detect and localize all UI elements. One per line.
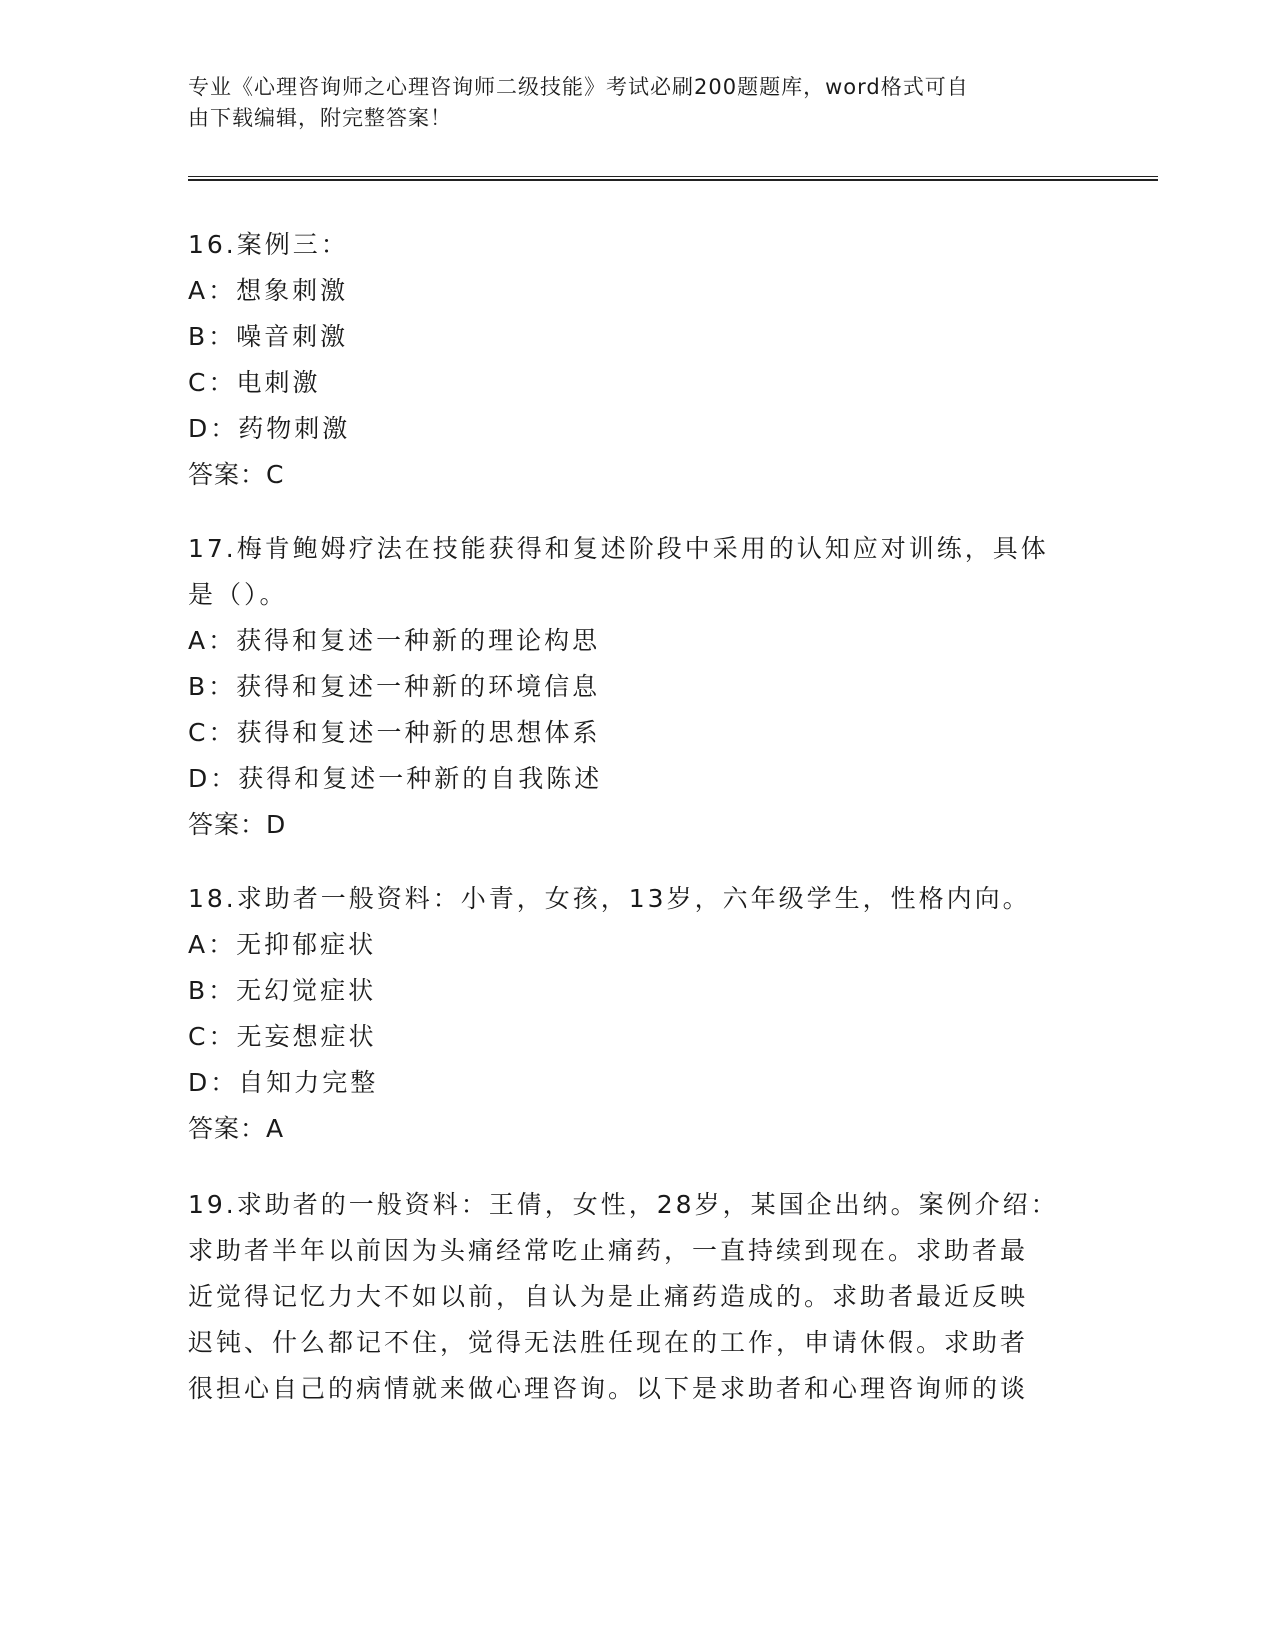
option-a: A：想象刺激	[188, 276, 349, 305]
stem-line: 18.求助者一般资料：小青，女孩，13岁，六年级学生，性格内向。	[188, 884, 1031, 913]
header-divider	[188, 176, 1158, 181]
question-18	[188, 876, 1088, 1152]
option-c: C：无妄想症状	[188, 1022, 377, 1051]
option-d: D：获得和复述一种新的自我陈述	[188, 764, 603, 793]
option-b: B：无幻觉症状	[188, 976, 377, 1005]
question-stem	[188, 222, 1088, 268]
stem-line: 很担心自己的病情就来做心理咨询。以下是求助者和心理咨询师的谈	[188, 1374, 1029, 1403]
stem-line: 求助者半年以前因为头痛经常吃止痛药，一直持续到现在。求助者最	[188, 1236, 1029, 1265]
option-a: A：无抑郁症状	[188, 930, 377, 959]
question-17	[188, 526, 1088, 848]
stem-line: 17.梅肯鲍姆疗法在技能获得和复述阶段中采用的认知应对训练，具体	[188, 534, 1049, 563]
option-d: D：自知力完整	[188, 1068, 379, 1097]
question-16	[188, 222, 1088, 498]
header-line-2: 由下载编辑，附完整答案！	[188, 106, 452, 130]
option-d: D：药物刺激	[188, 414, 351, 443]
stem-line: 是（）。	[188, 580, 288, 609]
stem-line: 19.求助者的一般资料：王倩，女性，28岁，某国企出纳。案例介绍：	[188, 1190, 1059, 1219]
question-stem	[188, 526, 1088, 618]
option-b: B：噪音刺激	[188, 322, 349, 351]
question-19	[188, 1182, 1088, 1412]
question-stem	[188, 1182, 1088, 1412]
stem-line: 16.案例三：	[188, 230, 349, 259]
option-b: B：获得和复述一种新的环境信息	[188, 672, 601, 701]
option-c: C：获得和复述一种新的思想体系	[188, 718, 601, 747]
option-a: A：获得和复述一种新的理论构思	[188, 626, 601, 655]
answer-line: 答案：D	[188, 810, 287, 839]
question-stem	[188, 876, 1088, 922]
answer-line: 答案：C	[188, 460, 285, 489]
stem-line: 迟钝、什么都记不住，觉得无法胜任现在的工作，申请休假。求助者	[188, 1328, 1029, 1357]
header-line-1: 专业《心理咨询师之心理咨询师二级技能》考试必刷200题题库，word格式可自	[188, 75, 969, 99]
stem-line: 近觉得记忆力大不如以前，自认为是止痛药造成的。求助者最近反映	[188, 1282, 1029, 1311]
option-c: C：电刺激	[188, 368, 321, 397]
document-header	[188, 72, 1088, 134]
answer-line: 答案：A	[188, 1114, 285, 1143]
